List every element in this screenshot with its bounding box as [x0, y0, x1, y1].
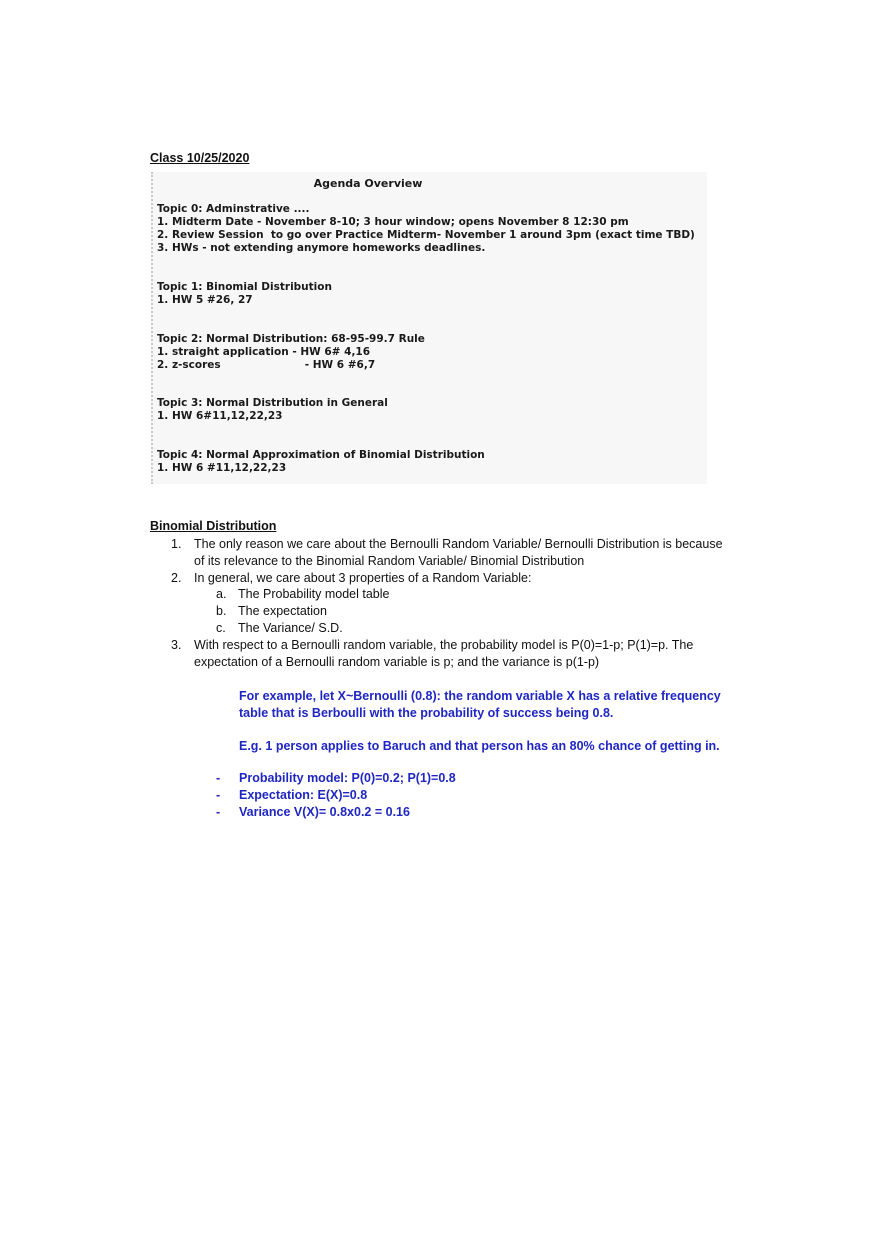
- sublist-marker: c.: [216, 621, 226, 635]
- agenda-line: 2. Review Session to go over Practice Midterm- November 1 around 3pm (exact time TBD): [157, 229, 695, 241]
- agenda-topic-3: Topic 3: Normal Distribution in General: [157, 397, 388, 409]
- agenda-line: 2. z-scores - HW 6 #6,7: [157, 359, 376, 371]
- class-date-heading: Class 10/25/2020: [150, 151, 250, 165]
- agenda-line: 1. HW 6#11,12,22,23: [157, 410, 283, 422]
- agenda-topic-1: Topic 1: Binomial Distribution: [157, 281, 332, 293]
- agenda-topic-0: Topic 0: Adminstrative ....: [157, 203, 310, 215]
- list-marker: 2.: [171, 571, 182, 585]
- bullet-text: Variance V(X)= 0.8x0.2 = 0.16: [239, 805, 410, 819]
- agenda-line: 1. straight application - HW 6# 4,16: [157, 346, 371, 358]
- agenda-line: 1. Midterm Date - November 8-10; 3 hour window; opens November 8 12:30 pm: [157, 216, 629, 228]
- binomial-distribution-heading: Binomial Distribution: [150, 519, 277, 533]
- agenda-topic-2: Topic 2: Normal Distribution: 68-95-99.7 Rule: [157, 333, 425, 345]
- sublist-item-text: The Probability model table: [238, 587, 390, 601]
- agenda-topic-4: Topic 4: Normal Approximation of Binomial Distribution: [157, 449, 485, 461]
- list-marker: 1.: [171, 537, 182, 551]
- sublist-item-text: The expectation: [238, 604, 327, 618]
- bullet-text: Probability model: P(0)=0.2; P(1)=0.8: [239, 771, 456, 785]
- agenda-overview-image: [151, 172, 707, 484]
- agenda-line: 1. HW 5 #26, 27: [157, 294, 253, 306]
- sublist-marker: a.: [216, 587, 227, 601]
- list-marker: 3.: [171, 638, 182, 652]
- example-eg-line: E.g. 1 person applies to Baruch and that person has an 80% chance of getting in.: [239, 739, 720, 753]
- bullet-dash: -: [216, 805, 221, 819]
- list-item-text: With respect to a Bernoulli random variable, the probability model is P(0)=1-p; P(1)=p. The expectation of a Bernoulli random variable is p; and the variance is p(1-p): [194, 638, 694, 669]
- bullet-dash: -: [216, 771, 221, 785]
- example-paragraph: For example, let X~Bernoulli (0.8): the random variable X has a relative frequency table that is Berboulli with the probability of success being 0.8.: [239, 689, 721, 720]
- agenda-line: 3. HWs - not extending anymore homeworks deadlines.: [157, 242, 486, 254]
- sublist-marker: b.: [216, 604, 227, 618]
- list-item-text: In general, we care about 3 properties of a Random Variable:: [194, 571, 532, 585]
- sublist-item-text: The Variance/ S.D.: [238, 621, 343, 635]
- bullet-dash: -: [216, 788, 221, 802]
- bullet-text: Expectation: E(X)=0.8: [239, 788, 368, 802]
- list-item-text: The only reason we care about the Bernoulli Random Variable/ Bernoulli Distribution is because of its relevance to the Binomial Random Variable/ Binomial Distribution: [194, 537, 723, 568]
- agenda-line: 1. HW 6 #11,12,22,23: [157, 462, 287, 474]
- agenda-title: Agenda Overview: [313, 177, 423, 190]
